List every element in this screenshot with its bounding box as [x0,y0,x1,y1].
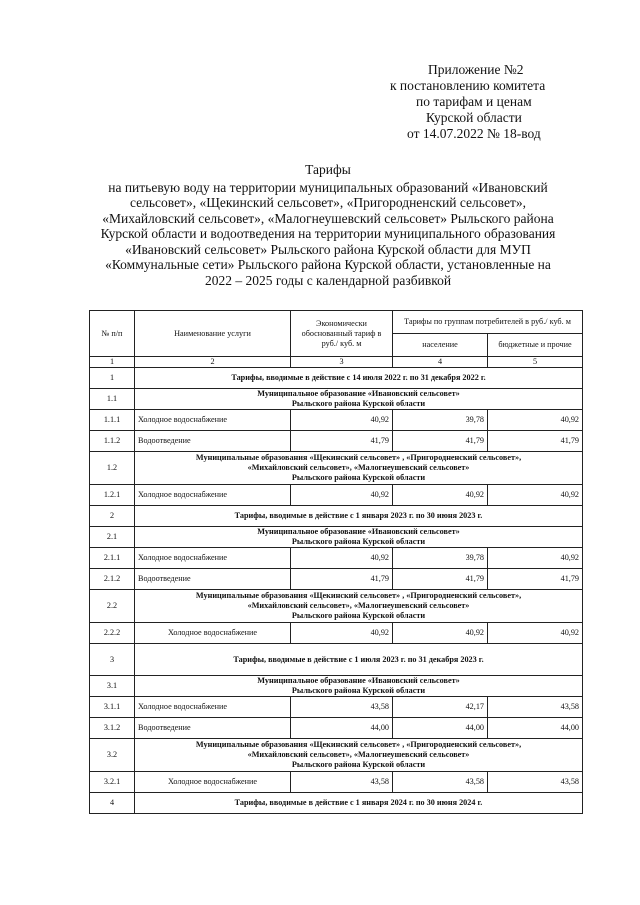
population-tariff: 41,79 [393,431,488,452]
econ-tariff: 40,92 [291,548,393,569]
econ-tariff: 40,92 [291,410,393,431]
title-line: на питьевую воду на территории муниципальных образований «Ивановский [108,179,548,195]
row-num: 3.1 [90,676,135,697]
municipality-name [135,676,583,697]
municipality-line: Рыльского района Курской области [291,686,426,695]
header-groups: Тарифы по группам потребителей в руб./ куб. м [393,311,583,334]
title-line: «Коммунальные сети» Рыльского района Курской области, установленные на [105,257,551,272]
municipality-line: Муниципальные образования «Щекинский сельсовет» , «Пригородненский сельсовет», [195,740,522,749]
population-tariff: 40,92 [393,623,488,644]
column-number: 3 [291,357,393,368]
title-line: сельсовет», «Щекинский сельсовет», «Пригородненский сельсовет», [129,195,526,210]
budget-tariff: 40,92 [488,548,583,569]
budget-tariff: 40,92 [488,485,583,506]
municipality-row [90,676,583,697]
municipality-line: Муниципальное образование «Ивановский сельсовет» [257,527,460,536]
municipality-line: Рыльского района Курской области [291,760,426,769]
appendix-line: к постановлению комитета [390,78,546,93]
population-tariff: 39,78 [393,548,488,569]
service-name: Водоотведение [135,718,291,739]
budget-tariff: 40,92 [488,410,583,431]
row-num: 2.2.2 [90,623,135,644]
econ-tariff: 40,92 [291,623,393,644]
column-number: 4 [393,357,488,368]
municipality-line: «Михайловский сельсовет», «Малогнеушевский сельсовет» [247,750,470,759]
service-name: Холодное водоснабжение [135,485,291,506]
population-tariff: 41,79 [393,569,488,590]
econ-tariff: 40,92 [291,485,393,506]
row-num: 2.1 [90,527,135,548]
row-num: 1 [90,368,135,389]
row-num: 3.2.1 [90,772,135,793]
column-number: 1 [90,357,135,368]
municipality-line: Муниципальное образование «Ивановский сельсовет» [257,389,460,398]
service-name: Водоотведение [135,569,291,590]
column-number: 2 [135,357,291,368]
municipality-name [135,389,583,410]
econ-tariff: 41,79 [291,431,393,452]
row-num: 3.2 [90,739,135,772]
budget-tariff: 43,58 [488,697,583,718]
section-row [90,793,583,814]
title-line: «Ивановский сельсовет» Рыльского района Курской области для МУП [125,241,531,257]
municipality-line: «Михайловский сельсовет», «Малогнеушевский сельсовет» [247,601,470,610]
municipality-line: Муниципальные образования «Щекинский сельсовет» , «Пригородненский сельсовет», [195,591,522,600]
section-title: Тарифы, вводимые в действие с 1 января 2024 г. по 30 июня 2024 г. [135,793,583,814]
row-num: 1.1.2 [90,431,135,452]
column-number-row [90,357,583,368]
header-service: Наименование услуги [135,311,291,357]
municipality-name [135,527,583,548]
document-title [78,162,578,288]
row-num: 1.1.1 [90,410,135,431]
header-budget: бюджетные и прочие [488,334,583,357]
table-row [90,697,583,718]
municipality-line: Муниципальное образование «Ивановский сельсовет» [257,676,460,685]
econ-tariff: 44,00 [291,718,393,739]
municipality-line: «Михайловский сельсовет», «Малогнеушевский сельсовет» [247,463,470,472]
row-num: 4 [90,793,135,814]
service-name: Холодное водоснабжение [135,697,291,718]
budget-tariff: 41,79 [488,569,583,590]
row-num: 1.2 [90,452,135,485]
section-row [90,644,583,676]
municipality-line: Рыльского района Курской области [291,537,426,546]
row-num: 1.1 [90,389,135,410]
service-name: Холодное водоснабжение [135,772,291,793]
header-population: население [393,334,488,357]
table-row [90,569,583,590]
appendix-line: Курской области [426,110,522,125]
municipality-name [135,739,583,772]
appendix-line: по тарифам и ценам [416,94,532,109]
section-title: Тарифы, вводимые в действие с 1 июля 2023 г. по 31 декабря 2023 г. [135,644,583,676]
service-name: Холодное водоснабжение [135,548,291,569]
row-num: 2.1.1 [90,548,135,569]
econ-tariff: 43,58 [291,772,393,793]
title-heading: Тарифы [305,162,351,177]
municipality-row [90,739,583,772]
table-row [90,485,583,506]
section-row [90,506,583,527]
appendix-date: от 14.07.2022 № 18-вод [407,126,541,141]
service-name: Холодное водоснабжение [135,410,291,431]
municipality-name [135,590,583,623]
budget-tariff: 44,00 [488,718,583,739]
row-num: 3 [90,644,135,676]
section-title: Тарифы, вводимые в действие с 14 июля 2022 г. по 31 декабря 2022 г. [135,368,583,389]
column-number: 5 [488,357,583,368]
service-name: Холодное водоснабжение [135,623,291,644]
population-tariff: 39,78 [393,410,488,431]
header-econ: Экономически обоснованный тариф в руб./ куб. м [291,311,393,357]
budget-tariff: 41,79 [488,431,583,452]
budget-tariff: 40,92 [488,623,583,644]
econ-tariff: 41,79 [291,569,393,590]
municipality-line: Рыльского района Курской области [291,473,426,482]
row-num: 1.2.1 [90,485,135,506]
population-tariff: 44,00 [393,718,488,739]
population-tariff: 40,92 [393,485,488,506]
row-num: 2.2 [90,590,135,623]
municipality-row [90,452,583,485]
population-tariff: 43,58 [393,772,488,793]
tariff-table [89,310,583,814]
row-num: 3.1.1 [90,697,135,718]
table-row [90,548,583,569]
municipality-row [90,389,583,410]
title-line: «Михайловский сельсовет», «Малогнеушевский сельсовет» Рыльского района [102,210,554,226]
table-row [90,772,583,793]
population-tariff: 42,17 [393,697,488,718]
row-num: 2 [90,506,135,527]
section-title: Тарифы, вводимые в действие с 1 января 2023 г. по 30 июня 2023 г. [135,506,583,527]
appendix-title: Приложение №2 [428,62,524,77]
municipality-line: Рыльского района Курской области [291,399,426,408]
municipality-line: Рыльского района Курской области [291,611,426,620]
table-row [90,410,583,431]
header-num: № п/п [90,311,135,357]
title-line: 2022 – 2025 годы с календарной разбивкой [204,272,452,288]
service-name: Водоотведение [135,431,291,452]
municipality-row [90,527,583,548]
municipality-line: Муниципальные образования «Щекинский сельсовет» , «Пригородненский сельсовет», [195,453,522,462]
table-header-row [90,311,583,334]
table-row [90,718,583,739]
row-num: 3.1.2 [90,718,135,739]
section-row [90,368,583,389]
budget-tariff: 43,58 [488,772,583,793]
table-row [90,431,583,452]
municipality-name [135,452,583,485]
table-row [90,623,583,644]
econ-tariff: 43,58 [291,697,393,718]
municipality-row [90,590,583,623]
appendix-block [370,62,590,142]
row-num: 2.1.2 [90,569,135,590]
title-line: Курской области и водоотведения на территории муниципального образования [100,226,556,241]
